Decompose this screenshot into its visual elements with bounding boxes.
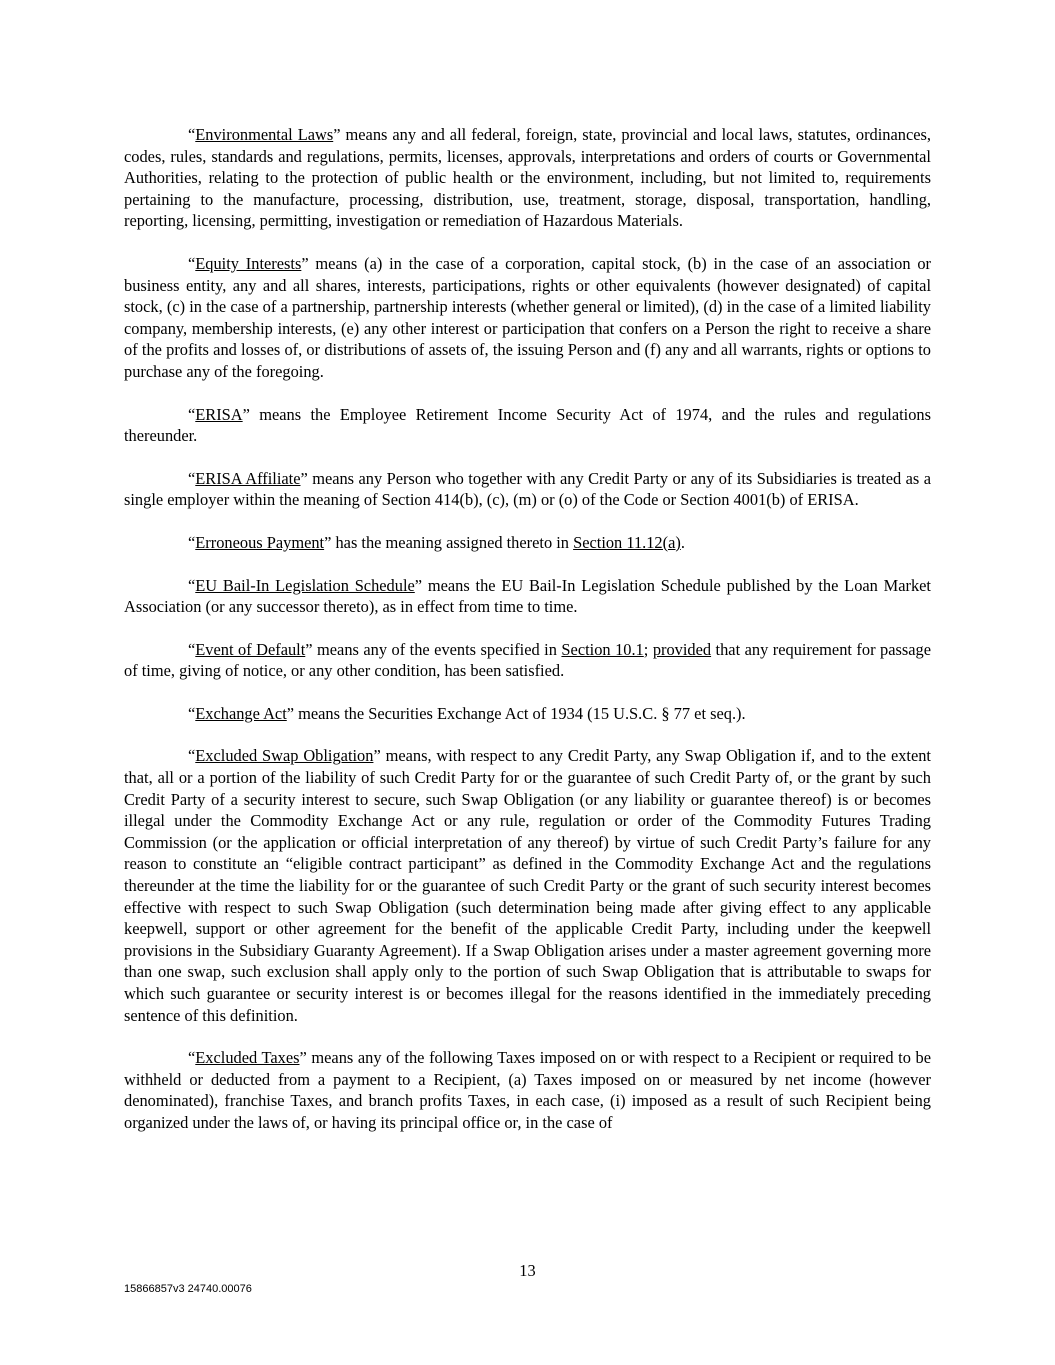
open-quote: “ xyxy=(188,703,196,723)
document-id: 15866857v3 24740.00076 xyxy=(124,1283,252,1295)
definition-text: ” has the meaning assigned thereto in xyxy=(324,532,574,552)
definition-text: ” means any and all federal, foreign, state, provincial and local laws, statutes, ordinances, codes, rules, standards and regulations, permits, licenses, approvals, interpretations and orders of courts or Governmental Authorities, relating to the protection of public health or the environment, including, but not limited to, requirements pertaining to the manufacture, processing, distribution, use, treatment, storage, disposal, transportation, handling, reporting, licensing, permitting, investigation or remediation of Hazardous Materials. xyxy=(124,125,931,231)
definition-text: ” means the EU Bail-In Legislation Schedule published by the Loan Market Association (or any successor thereto), as in effect from time to time. xyxy=(124,575,931,617)
definition-text: ” means any of the following Taxes imposed on or with respect to a Recipient or required to be withheld or deducted from a payment to a Recipient, (a) Taxes imposed on or measured by net income (however denominated), franchise Taxes, and branch profits Taxes, in each case, (i) imposed as a result of such Recipient being organized under the laws of, or having its principal office or, in the case of xyxy=(124,1048,931,1132)
definition-text: ” means, with respect to any Credit Party, any Swap Obligation if, and to the extent that, all or a portion of the liability of such Credit Party for or the guarantee of such Credit Party of, or the grant by such Credit Party of a security interest to secure, such Swap Obligation (or any liability or guarantee thereof) is or becomes illegal under the Commodity Exchange Act or any rule, regulation or order of the Commodity Futures Trading Commission (or the application or official interpretation of any thereof) by virtue of such Credit Party’s failure for any reason to constitute an “eligible contract participant” as defined in the Commodity Exchange Act and the regulations thereunder at the time the liability for or the guarantee of such Credit Party or the grant of such security interest becomes effective with respect to such Swap Obligation (such determination being made after giving effect to any applicable keepwell, support or other agreement for the benefit of the applicable Credit Party, including under the keepwell provisions in the Subsidiary Guaranty Agreement). If a Swap Obligation arises under a master agreement governing more than one swap, such exclusion shall apply only to the portion of such Swap Obligation that is attributable to swaps for which such guarantee or security interest is or becomes illegal for the reasons identified in the immediately preceding sentence of this definition. xyxy=(124,746,931,1025)
open-quote: “ xyxy=(188,532,196,552)
definition-event-of-default xyxy=(124,639,931,682)
document-body xyxy=(124,124,931,1155)
defined-term: Event of Default xyxy=(195,639,306,659)
definition-erroneous-payment xyxy=(124,532,931,554)
open-quote: “ xyxy=(188,253,196,273)
definition-text: ” means the Securities Exchange Act of 1934 (15 U.S.C. § 77 et seq.). xyxy=(286,703,746,723)
definition-excluded-swap-obligation xyxy=(124,745,931,1026)
open-quote: “ xyxy=(188,404,196,424)
defined-term: ERISA xyxy=(195,404,243,424)
definition-text: ” means any Person who together with any Credit Party or any of its Subsidiaries is treated as a single employer within the meaning of Section 414(b), (c), (m) or (o) of the Code or Section 4001(b) of ERISA. xyxy=(124,468,931,510)
page-number: 13 xyxy=(519,1261,536,1280)
definition-environmental-laws xyxy=(124,124,931,232)
definition-excluded-taxes xyxy=(124,1047,931,1133)
defined-term: Equity Interests xyxy=(195,253,302,273)
defined-term: EU Bail-In Legislation Schedule xyxy=(195,575,415,595)
open-quote: “ xyxy=(188,746,196,766)
open-quote: “ xyxy=(188,468,196,488)
section-reference: Section 10.1 xyxy=(561,639,644,659)
definition-equity-interests xyxy=(124,253,931,383)
definition-erisa xyxy=(124,404,931,447)
proviso-term: provided xyxy=(652,639,712,659)
definition-erisa-affiliate xyxy=(124,468,931,511)
defined-term: Exchange Act xyxy=(195,703,287,723)
definition-exchange-act xyxy=(124,703,931,725)
definition-text: ” means (a) in the case of a corporation, capital stock, (b) in the case of an association or business entity, any and all shares, interests, participations, rights or other equivalents (however designated) of capital stock, (c) in the case of a partnership, partnership interests (whether general or limited), (d) in the case of a limited liability company, membership interests, (e) any other interest or participation that confers on a Person the right to receive a share of the profits and losses of, or distributions of assets of, the issuing Person and (f) any and all warrants, rights or options to purchase any of the foregoing. xyxy=(124,253,931,381)
defined-term: Excluded Swap Obligation xyxy=(195,746,374,766)
defined-term: Excluded Taxes xyxy=(195,1048,300,1068)
open-quote: “ xyxy=(188,575,196,595)
definition-text: ” means any of the events specified in xyxy=(305,639,562,659)
definition-tail: . xyxy=(680,532,685,552)
defined-term: ERISA Affiliate xyxy=(195,468,301,488)
definition-eu-bail-in-schedule xyxy=(124,575,931,618)
definition-text: ” means the Employee Retirement Income Security Act of 1974, and the rules and regulations thereunder. xyxy=(124,404,931,446)
section-reference: Section 11.12(a) xyxy=(573,532,681,552)
defined-term: Erroneous Payment xyxy=(195,532,325,552)
open-quote: “ xyxy=(188,125,196,144)
open-quote: “ xyxy=(188,639,196,659)
defined-term: Environmental Laws xyxy=(195,125,334,144)
definition-mid: ; xyxy=(643,639,653,659)
definition-tail: that any requirement for passage of time, giving of notice, or any other condition, has been satisfied. xyxy=(124,639,931,681)
open-quote: “ xyxy=(188,1048,196,1068)
